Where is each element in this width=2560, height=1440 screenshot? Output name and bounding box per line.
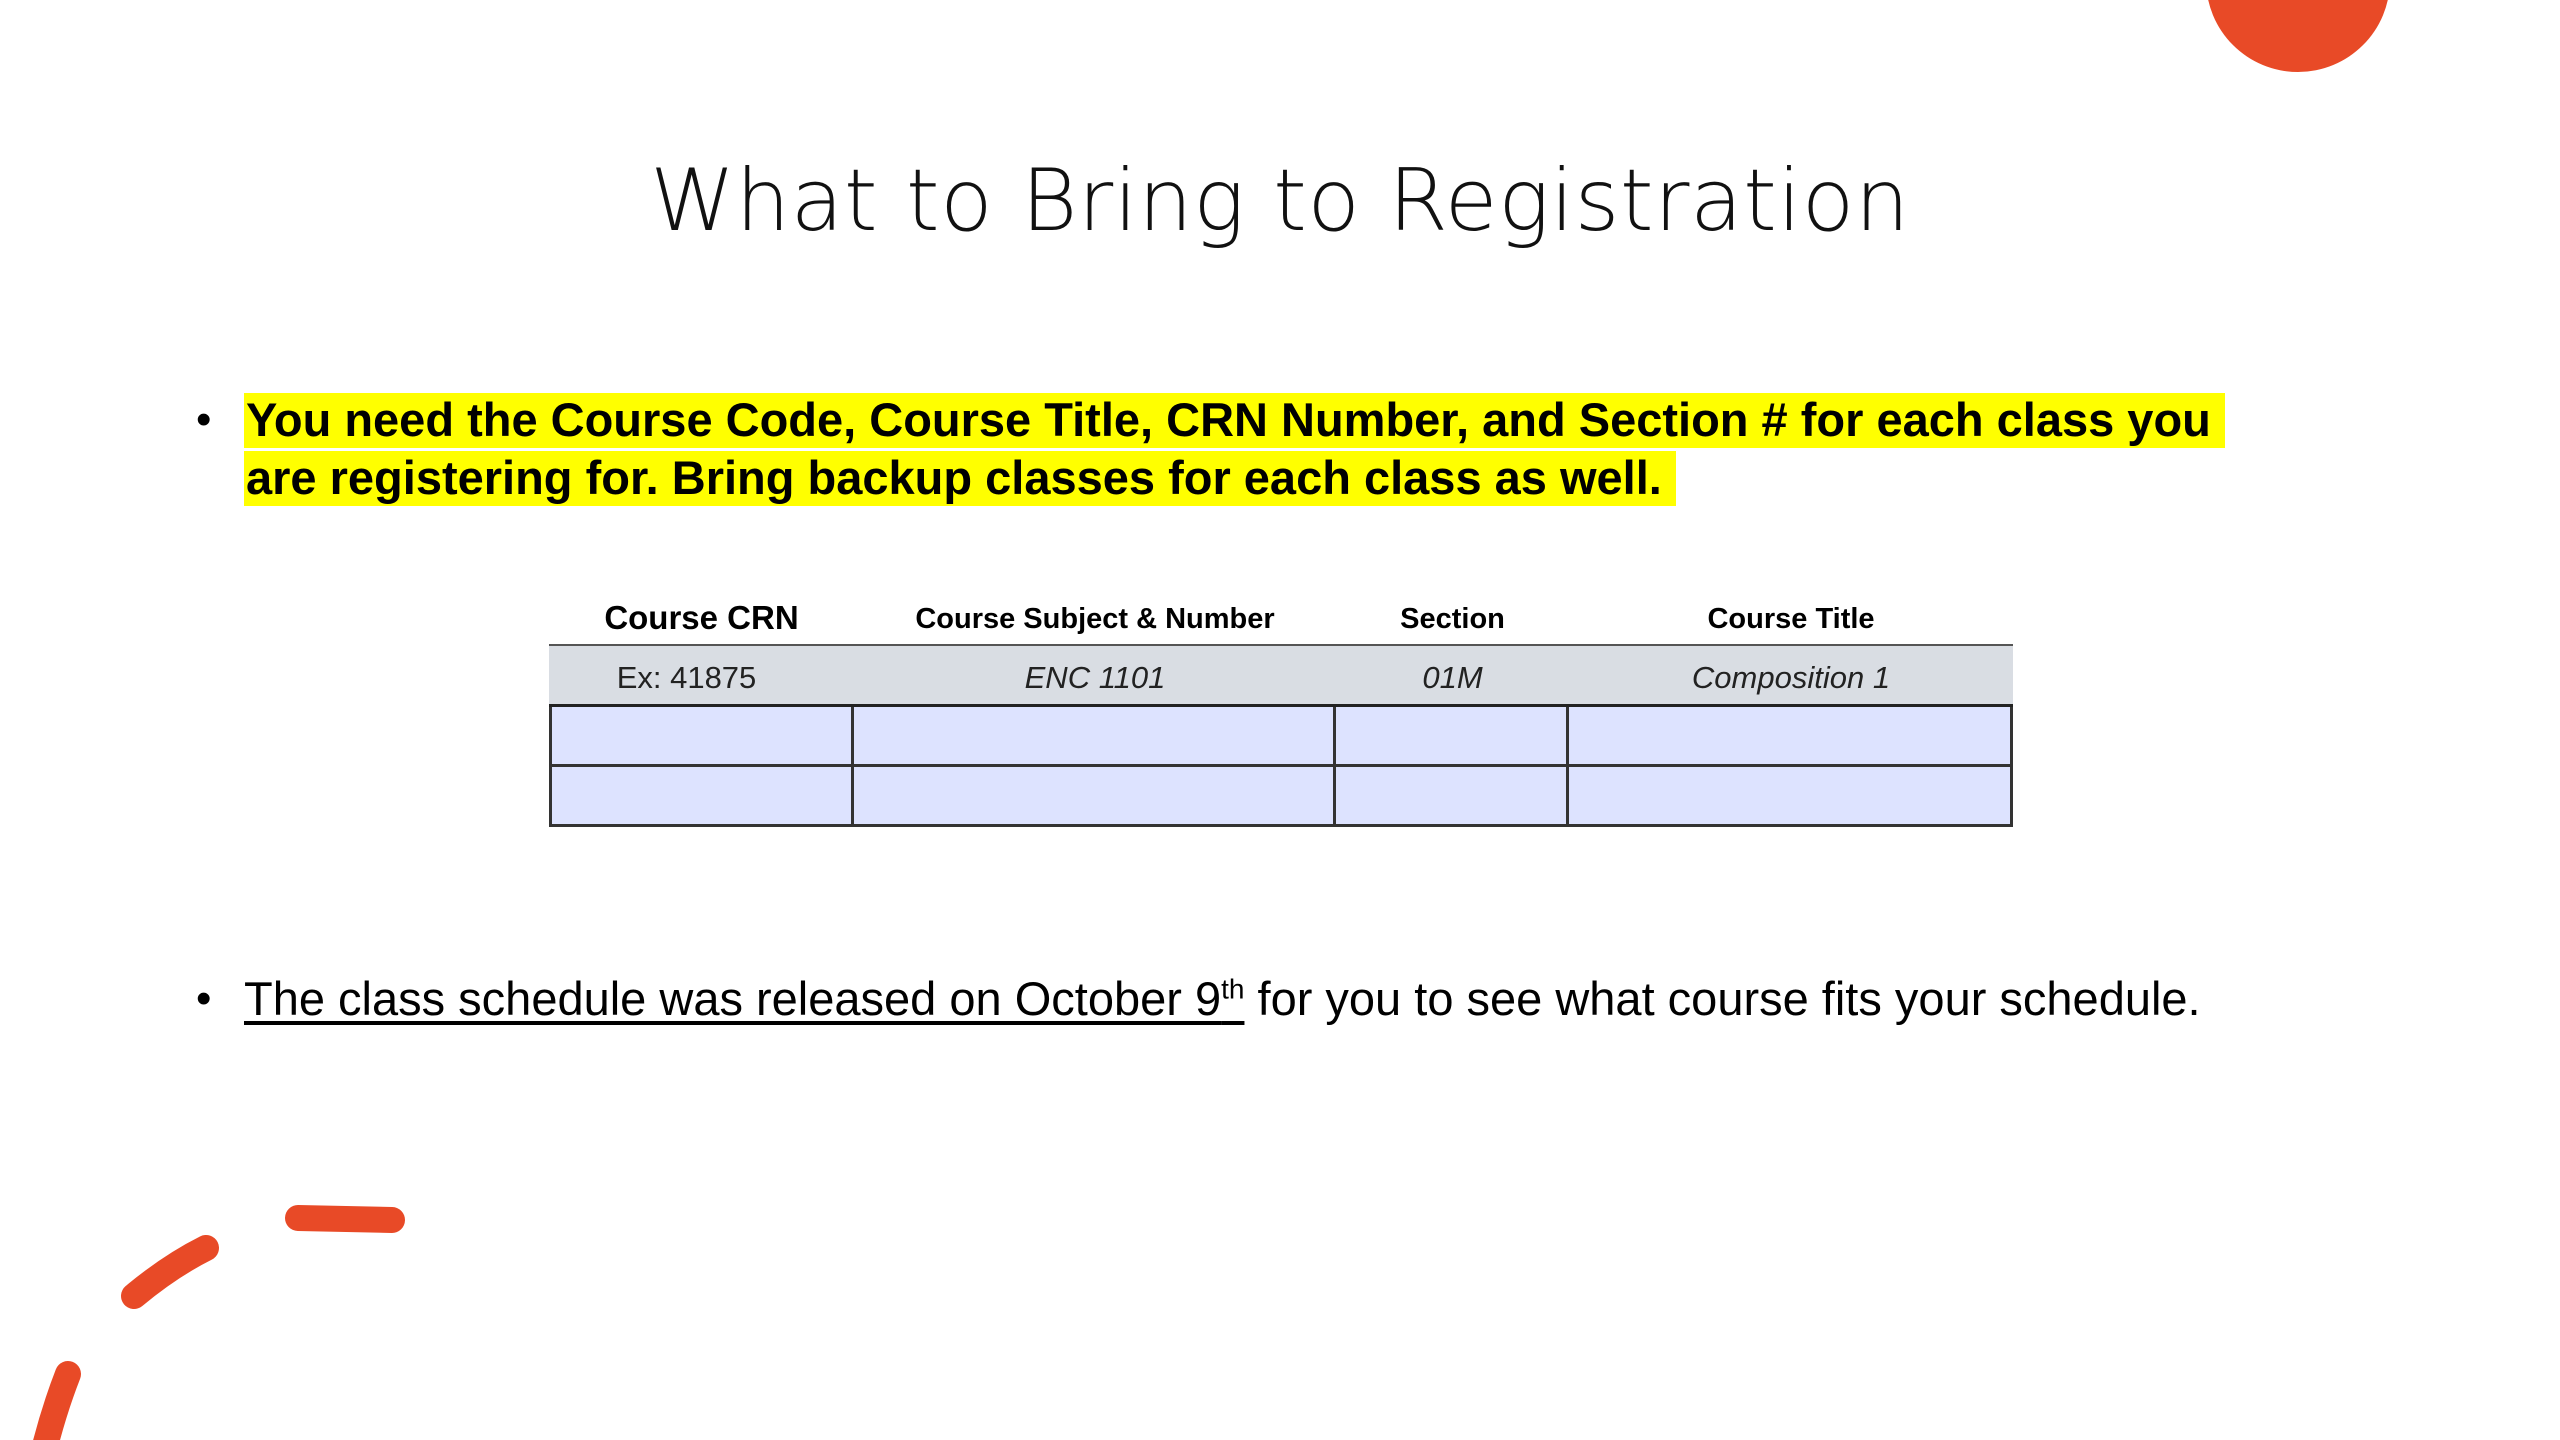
underlined-text: The class schedule was released on October 9th: [244, 972, 1245, 1025]
input-row: [549, 707, 2013, 767]
example-title: Composition 1: [1691, 660, 1891, 695]
crn-input-field[interactable]: [549, 767, 854, 824]
ordinal-superscript: th: [1221, 973, 1245, 1005]
bullet-item-course-info: [196, 391, 2296, 507]
dash-decoration-1: [298, 1218, 392, 1220]
section-input-field[interactable]: [1336, 707, 1569, 764]
bullet-text: [244, 391, 2274, 507]
course-registration-table: [549, 593, 2013, 827]
orange-circle-decoration: [2206, 0, 2390, 72]
section-input-field[interactable]: [1336, 767, 1569, 824]
crn-input-field[interactable]: [549, 707, 854, 764]
bullet-rest-text: for you to see what course fits your schedule.: [1244, 972, 2201, 1025]
header-course-subject: Course Subject & Number: [915, 603, 1275, 635]
input-row: [549, 767, 2013, 827]
subject-input-field[interactable]: [854, 767, 1336, 824]
example-subject: ENC 1101: [1024, 660, 1166, 695]
highlighted-text: You need the Course Code, Course Title, CRN Number, and Section # for each class you are registering for. Bring backup classes for each class as well.: [244, 393, 2225, 506]
slide-title: What to Bring to Registration: [650, 151, 1910, 251]
bullet-marker: •: [196, 974, 212, 1023]
example-crn: Ex: 41875: [616, 660, 757, 695]
header-course-crn: Course CRN: [604, 599, 799, 636]
bullet-text: [244, 970, 2296, 1028]
subject-input-field[interactable]: [854, 707, 1336, 764]
header-section: Section: [1400, 603, 1505, 635]
example-row: [549, 646, 2013, 707]
bullet-marker: •: [196, 395, 212, 444]
dash-decoration-3: [44, 1374, 68, 1440]
title-input-field[interactable]: [1569, 767, 2013, 824]
title-input-field[interactable]: [1569, 707, 2013, 764]
dash-decoration-2: [134, 1248, 206, 1296]
example-section: 01M: [1422, 660, 1483, 695]
header-course-title: Course Title: [1707, 603, 1875, 635]
bullet-item-schedule: [196, 970, 2296, 1028]
table-header-row: [549, 593, 2013, 646]
